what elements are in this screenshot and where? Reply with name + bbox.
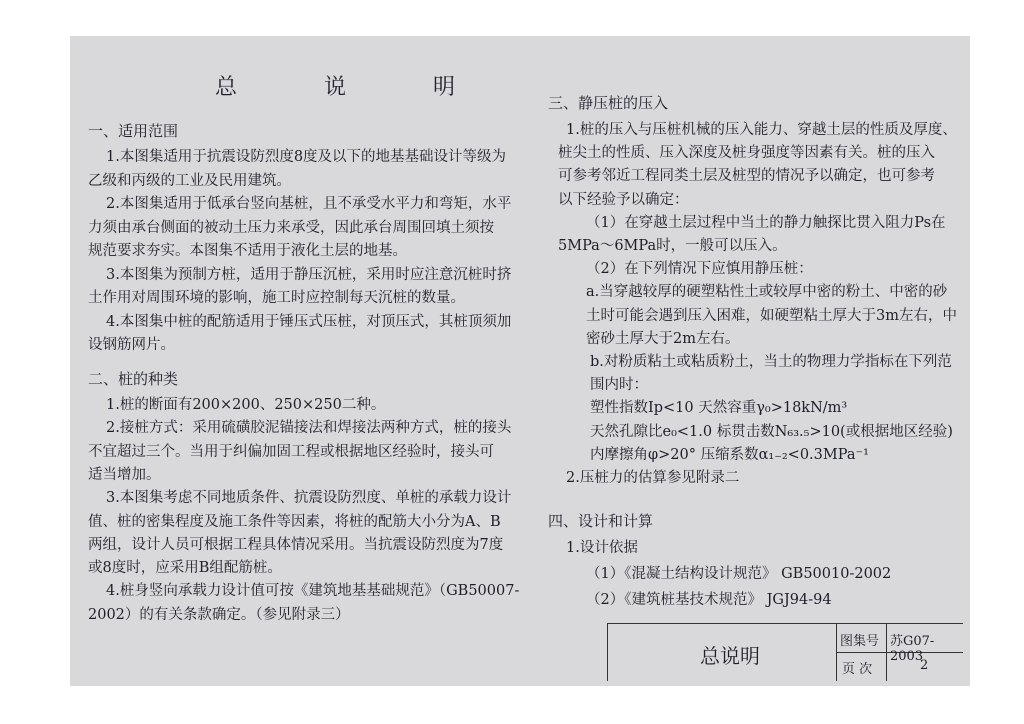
section-2-heading: 二、桩的种类 (88, 370, 179, 388)
page-title: 总 说 明 (215, 75, 495, 100)
text-line: （1）《混凝土结构设计规范》 GB50010-2002 (586, 566, 892, 582)
page-number-value: 2 (920, 658, 929, 673)
text-line: 2.接桩方式：采用硫磺胶泥锚接法和焊接法两种方式，桩的接头 (106, 420, 512, 437)
text-line: 4.本图集中桩的配筋适用于锤压式压桩，对顶压式，其桩顶须加 (106, 313, 512, 330)
text-line: 适当增加。 (88, 466, 161, 483)
text-line: 2.本图集适用于低承台竖向基桩，且不承受水平力和弯矩，水平 (106, 196, 512, 212)
title-block-name: 总说明 (700, 644, 760, 668)
text-line: 土时可能会遇到压入困难，如硬塑粘土厚大于3m左右，中 (586, 307, 957, 324)
section-4-heading: 四、设计和计算 (548, 512, 654, 530)
text-line: 两组，设计人员可根据工程具体情况采用。当抗震设防烈度为7度 (88, 536, 504, 553)
text-line: 4.桩身竖向承载力设计值可按《建筑地基基础规范》（GB50007- (106, 583, 520, 600)
text-line: 或8度时，应采用B组配筋桩。 (88, 560, 282, 577)
text-line: 2002）的有关条款确定。（参见附录三） (88, 606, 350, 623)
text-line: 围内时： (590, 377, 648, 394)
text-line: 塑性指数Ip<10 天然容重γ₀>18kN/m³ (590, 400, 848, 417)
text-line: 密砂土厚大于2m左右。 (586, 330, 740, 347)
title-block (607, 623, 963, 681)
text-line: 桩尖土的性质、压入深度及桩身强度等因素有关。桩的压入 (558, 145, 935, 162)
text-line: （1）在穿越土层过程中当土的静力触探比贯入阻力Ps在 (586, 214, 946, 231)
section-1-heading: 一、适用范围 (88, 122, 179, 140)
text-line: 可参考邻近工程同类土层及桩型的情况予以确定，也可参考 (558, 168, 935, 185)
text-line: 1.设计依据 (566, 540, 638, 556)
text-line: （2）《建筑桩基技术规范》 JGJ94-94 (586, 592, 832, 608)
text-line: 天然孔隙比e₀<1.0 标贯击数N₆₃.₅>10(或根据地区经验) (590, 423, 953, 440)
text-line: （2）在下列情况下应慎用静压桩： (586, 261, 813, 278)
text-line: b.对粉质粘土或粘质粉土，当土的物理力学指标在下列范 (590, 354, 952, 370)
text-line: 1.桩的断面有200×200、250×250二种。 (106, 397, 386, 413)
text-line: 3.本图集考虑不同地质条件、抗震设防烈度、单桩的承载力设计 (106, 490, 512, 507)
page-number-label: 页 次 (842, 662, 873, 677)
text-line: 1.桩的压入与压桩机械的压入能力、穿越土层的性质及厚度、 (566, 122, 957, 138)
text-line: a.当穿越较厚的硬塑粘性土或较厚中密的粉土、中密的砂 (586, 284, 948, 301)
text-line: 值、桩的密集程度及施工条件等因素，将桩的配筋大小分为A、B (88, 513, 501, 530)
text-line: 规范要求夯实。本图集不适用于液化土层的地基。 (88, 243, 407, 259)
text-line: 力须由承台侧面的被动土压力来承受，因此承台周围回填土须按 (88, 219, 494, 236)
text-line: 以下经验予以确定： (558, 191, 689, 208)
atlas-number-label: 图集号 (840, 634, 880, 649)
text-line: 2.压桩力的估算参见附录二 (566, 470, 740, 486)
text-line: 1.本图集适用于抗震设防烈度8度及以下的地基基础设计等级为 (106, 149, 507, 165)
text-line: 内摩擦角φ>20° 压缩系数α₁₋₂<0.3MPa⁻¹ (590, 446, 869, 463)
text-line: 乙级和丙级的工业及民用建筑。 (88, 172, 291, 189)
text-line: 土作用对周围环境的影响，施工时应控制每天沉桩的数量。 (88, 290, 465, 306)
text-line: 设钢筋网片。 (88, 337, 175, 353)
text-line: 5MPa～6MPa时，一般可以压入。 (558, 238, 787, 254)
section-3-heading: 三、静压桩的压入 (548, 94, 669, 112)
atlas-number-value: 苏G07-2003 (890, 634, 935, 664)
text-line: 不宜超过三个。当用于纠偏加固工程或根据地区经验时，接头可 (88, 443, 494, 460)
text-line: 3.本图集为预制方桩，适用于静压沉桩，采用时应注意沉桩时挤 (106, 266, 512, 283)
